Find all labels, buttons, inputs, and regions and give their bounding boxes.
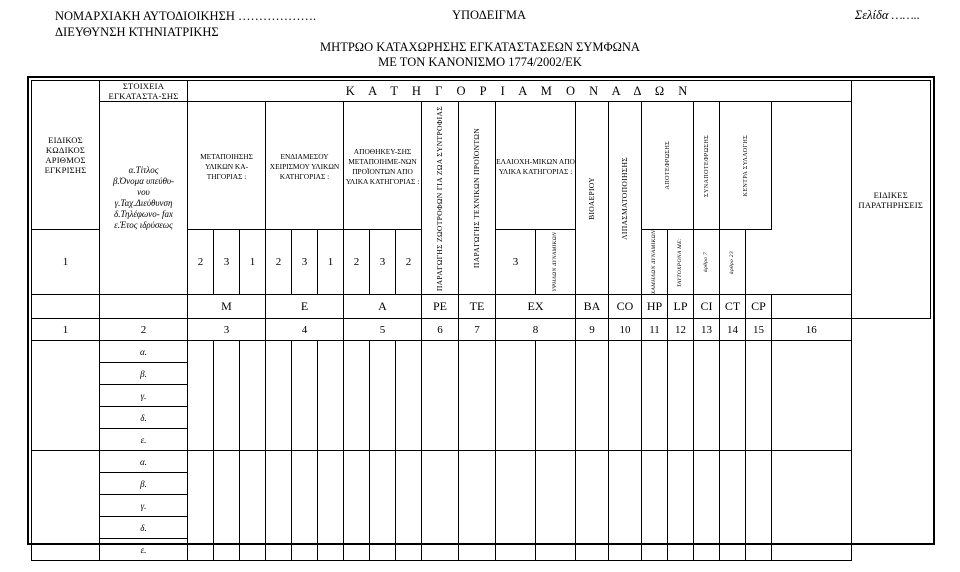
entry-1-e1[interactable] (266, 341, 292, 451)
entry-2-detail-a[interactable]: α. (100, 451, 188, 473)
group-composting-header: ΛΙΠΑΣΜΑΤΟΠΟΙΗΣΗΣ (609, 102, 642, 295)
entry-2-cp[interactable] (746, 451, 772, 561)
group-coincineration-header: ΣΥΝΑΠΟΤΕΦΡΩΣΗΣ (694, 102, 720, 230)
entry-1-remarks[interactable] (772, 341, 852, 451)
entry-1-pe[interactable] (422, 341, 459, 451)
colnum-4: 4 (266, 319, 344, 341)
subcol-storage-cat-3: 3 (370, 230, 396, 295)
entry-2-e1[interactable] (266, 451, 292, 561)
colnum-6: 6 (422, 319, 459, 341)
entry-1-m2[interactable] (214, 341, 240, 451)
colnum-5: 5 (344, 319, 422, 341)
group-petfood-production-header: ΠΑΡΑΓΩΓΗΣ ΖΩΟΤΡΟΦΩΝ ΓΙΑ ΖΩΑ ΣΥΝΤΡΟΦΙΑΣ (422, 102, 459, 295)
code-collection-23: CP (746, 295, 772, 319)
entry-1-a3[interactable] (396, 341, 422, 451)
document-header (0, 0, 960, 74)
entry-1-lp[interactable] (668, 341, 694, 451)
entry-1-e3[interactable] (318, 341, 344, 451)
code-cell-col1 (32, 295, 100, 319)
entry-2-a2[interactable] (370, 451, 396, 561)
group-intermediate-handling-header: ΕΝΔΙΑΜΕΣΟΥ ΧΕΙΡΙΣΜΟΥ ΥΛΙΚΩΝ ΚΑΤΗΓΟΡΙΑΣ : (266, 102, 344, 230)
header-row-banner (32, 81, 931, 102)
category-of-units-banner: Κ Α Τ Η Γ Ο Ρ Ι Α Μ Ο Ν Α Δ Ω Ν (188, 81, 852, 102)
entry-2-detail-e[interactable]: ε. (100, 539, 188, 561)
entry-2-approval-code-cell[interactable] (32, 451, 100, 561)
group-collection-centres-header: ΚΕΝΤΡΑ ΣΥΛΛΟΓΗΣ (720, 102, 772, 230)
page-title-line-1: ΜΗΤΡΩΟ ΚΑΤΑΧΩΡΗΣΗΣ ΕΓΚΑΤΑΣΤΑΣΕΩΝ ΣΥΜΦΩΝΑ (320, 40, 640, 54)
entry-2-co[interactable] (609, 451, 642, 561)
entry-1-ex3[interactable] (536, 341, 576, 451)
entry-2-pe[interactable] (422, 451, 459, 561)
code-cell-col2 (100, 295, 188, 319)
entry-2-ct[interactable] (720, 451, 746, 561)
authority-line-1: ΝΟΜΑΡΧΙΑΚΗ ΑΥΤΟΔΙΟΙΚΗΣΗ ………………. (55, 9, 317, 23)
entry-1-e2[interactable] (292, 341, 318, 451)
entry-1-hp[interactable] (642, 341, 668, 451)
entry-2-hp[interactable] (642, 451, 668, 561)
group-biogas-header: ΒΙΟΑΕΡΙΟΥ (576, 102, 609, 295)
detail-item-d: δ.Τηλέφωνο- fax (114, 209, 173, 220)
page-number-label: Σελίδα …….. (854, 8, 920, 22)
col-special-remarks-header: ΕΙΔΙΚΕΣ ΠΑΡΑΤΗΡΗΣΕΙΣ (851, 81, 931, 319)
subcol-processing-cat-3: 3 (214, 230, 240, 295)
detail-item-b: β.Όνομα υπεύθυ- (112, 176, 175, 187)
colnum-3: 3 (188, 319, 266, 341)
entry-1-approval-code-cell[interactable] (32, 341, 100, 451)
establishment-details-list (100, 102, 188, 295)
entry-1-a1[interactable] (344, 341, 370, 451)
entry-2-m1[interactable] (188, 451, 214, 561)
authority-block (55, 8, 316, 40)
colnum-13: 13 (694, 319, 720, 341)
authority-line-2: ΔΙΕΥΘΥΝΣΗ ΚΤΗΝΙΑΤΡΙΚΗΣ (55, 25, 219, 39)
code-incineration-low: LP (668, 295, 694, 319)
subcol-coincineration-simultaneous-with: ΤΑΥΤΟΧΡΟΝΑ ΜΕ: (668, 230, 694, 295)
entry-2-ba[interactable] (576, 451, 609, 561)
code-collection-7: CT (720, 295, 746, 319)
colnum-2: 2 (100, 319, 188, 341)
entry-1-ci[interactable] (694, 341, 720, 451)
subcol-storage-cat-1: 1 (318, 230, 344, 295)
code-processing: Μ (188, 295, 266, 319)
colnum-15: 15 (746, 319, 772, 341)
code-coincineration: CI (694, 295, 720, 319)
subcol-processing-cat-2: 2 (188, 230, 214, 295)
entry-1-co[interactable] (609, 341, 642, 451)
header-row-codes (32, 295, 931, 319)
group-technical-products-header: ΠΑΡΑΓΩΓΗΣ ΤΕΧΝΙΚΩΝ ΠΡΟΪΟΝΤΩΝ (459, 102, 496, 295)
colnum-1: 1 (32, 319, 100, 341)
entry-2-ex2[interactable] (496, 451, 536, 561)
code-oleochemical: EX (496, 295, 576, 319)
code-biogas: BA (576, 295, 609, 319)
colnum-12: 12 (668, 319, 694, 341)
registry-table-frame (27, 76, 935, 555)
entry-1-a2[interactable] (370, 341, 396, 451)
code-incineration-high: HP (642, 295, 668, 319)
code-petfood: PE (422, 295, 459, 319)
table-row[interactable] (32, 451, 931, 473)
entry-2-a1[interactable] (344, 451, 370, 561)
registry-table (31, 80, 931, 561)
group-processing-header: ΜΕΤΑΠΟΙΗΣΗΣ ΥΛΙΚΩΝ ΚΑ-ΤΗΓΟΡΙΑΣ : (188, 102, 266, 230)
colnum-11: 11 (642, 319, 668, 341)
detail-item-c: γ.Ταχ.Διεύθυνση (114, 198, 173, 209)
entry-1-ba[interactable] (576, 341, 609, 451)
subcol-processing-cat-1: 1 (32, 230, 100, 295)
detail-item-e: ε.Έτος ιδρύσεως (114, 220, 173, 231)
colnum-8: 8 (496, 319, 576, 341)
entry-1-detail-a[interactable]: α. (100, 341, 188, 363)
entry-2-ex3[interactable] (536, 451, 576, 561)
colnum-9: 9 (576, 319, 609, 341)
entry-2-te[interactable] (459, 451, 496, 561)
subcol-storage-cat-2: 2 (344, 230, 370, 295)
header-row-groups (32, 102, 931, 230)
subcol-incineration-low-capacity: ΧΑΜΗΛΩΝ ΔΥΝΑΜΙΚΩΝ (642, 230, 668, 295)
entry-1-detail-b[interactable]: β. (100, 363, 188, 385)
entry-2-e3[interactable] (318, 451, 344, 561)
entry-2-detail-d[interactable]: δ. (100, 517, 188, 539)
group-storage-header: ΑΠΟΘΗΚΕΥ-ΣΗΣ ΜΕΤΑΠΟΙΗΜΕ-ΝΩΝ ΠΡΟΪΟΝΤΩΝ ΑΠΟ ΥΛΙΚΑ ΚΑΤΗΓΟΡΙΑΣ : (344, 102, 422, 230)
entry-1-ex2[interactable] (496, 341, 536, 451)
colnum-14: 14 (720, 319, 746, 341)
col-establishment-details-header: ΣΤΟΙΧΕΙΑ ΕΓΚΑΤΑΣΤΑ-ΣΗΣ (100, 81, 188, 102)
entry-2-a3[interactable] (396, 451, 422, 561)
entry-2-detail-c[interactable]: γ. (100, 495, 188, 517)
form-kind-label: ΥΠΟΔΕΙΓΜΑ (452, 8, 526, 22)
page-title (0, 40, 960, 70)
detail-item-a: α.Τίτλος (128, 165, 159, 176)
subcol-intermediate-cat-3: 3 (292, 230, 318, 295)
colnum-16: 16 (772, 319, 852, 341)
code-storage: Α (344, 295, 422, 319)
entry-1-m1[interactable] (188, 341, 214, 451)
subcol-intermediate-cat-1: 1 (240, 230, 266, 295)
col-special-approval-code-header: ΕΙΔΙΚΟΣ ΚΩΔΙΚΟΣ ΑΡΙΘΜΟΣ ΕΓΚΡΙΣΗΣ (32, 81, 100, 230)
group-incineration-header: ΑΠΟΤΕΦΡΩΣΗΣ (642, 102, 694, 230)
colnum-10: 10 (609, 319, 642, 341)
entry-2-m2[interactable] (214, 451, 240, 561)
entry-1-cp[interactable] (746, 341, 772, 451)
entry-2-remarks[interactable] (772, 451, 852, 561)
code-composting: CO (609, 295, 642, 319)
entry-1-ct[interactable] (720, 341, 746, 451)
entry-2-lp[interactable] (668, 451, 694, 561)
entry-2-e2[interactable] (292, 451, 318, 561)
code-technical: TE (459, 295, 496, 319)
subcol-collection-article-7: άρθρο 7 (694, 230, 720, 295)
entry-1-m3[interactable] (240, 341, 266, 451)
entry-2-ci[interactable] (694, 451, 720, 561)
entry-1-detail-d[interactable]: δ. (100, 407, 188, 429)
subcol-incineration-high-capacity: ΥΨΗΛΩΝ ΔΥΝΑΜΙΚΩΝ (536, 230, 576, 295)
group-oleochemical-header: ΕΛΑΙΟΧΗ-ΜΙΚΩΝ ΑΠΟ ΥΛΙΚΑ ΚΑΤΗΓΟΡΙΑΣ : (496, 102, 576, 230)
page-title-line-2: ΜΕ ΤΟΝ ΚΑΝΟΝΙΣΜΟ 1774/2002/ΕΚ (378, 55, 582, 69)
subcol-collection-article-23: άρθρο 23 (720, 230, 746, 295)
entry-1-detail-c[interactable]: γ. (100, 385, 188, 407)
subcol-oleochemical-cat-3: 3 (496, 230, 536, 295)
subcol-oleochemical-cat-2: 2 (396, 230, 422, 295)
entry-2-detail-b[interactable]: β. (100, 473, 188, 495)
entry-1-detail-e[interactable]: ε. (100, 429, 188, 451)
colnum-7: 7 (459, 319, 496, 341)
header-row-numbering (32, 319, 931, 341)
table-row[interactable] (32, 341, 931, 363)
entry-1-te[interactable] (459, 341, 496, 451)
code-intermediate: Ε (266, 295, 344, 319)
detail-item-b-cont: νου (137, 187, 150, 198)
entry-2-m3[interactable] (240, 451, 266, 561)
subcol-intermediate-cat-2: 2 (266, 230, 292, 295)
code-cell-col16 (772, 295, 852, 319)
